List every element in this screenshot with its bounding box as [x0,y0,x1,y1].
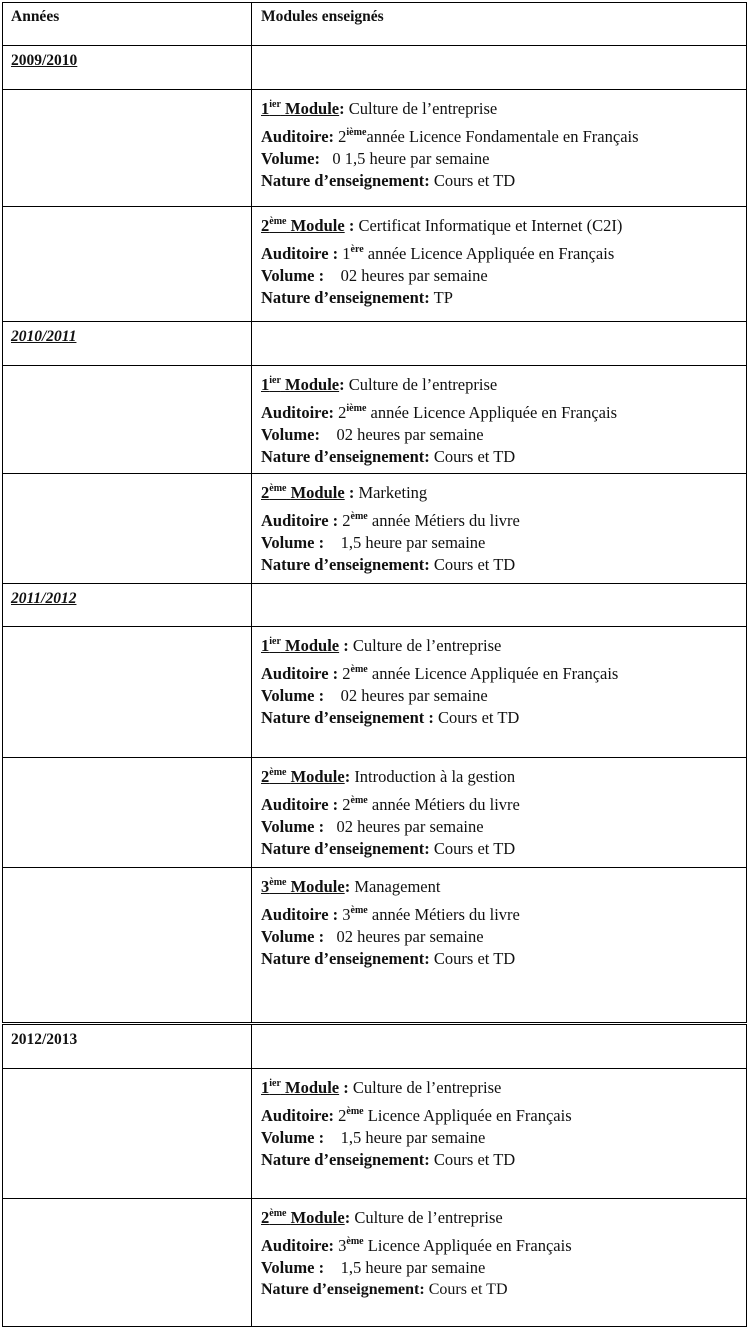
year-label: 2012/2013 [11,1031,78,1048]
module-entry: $1^{ier}$ Module : Culture de l’entreprise Auditoire : 2ème année Licence Appliquée en Français Volume : 02 heures par semaine Nature d’enseignement : Cours et TD [261,636,619,727]
module-row [2,89,747,207]
header-years: Années [11,8,60,25]
module-row [2,626,747,758]
module-row [2,365,747,474]
year-row [2,321,747,366]
module-entry: $1^{ier}$ Module: Culture de l’entreprise Auditoire: 2ième année Licence Appliquée en Français Volume: 02 heures par semaine Nature d’enseignement: Cours et TD [261,375,617,466]
year-label: 2010/2011 [11,328,77,345]
year-row [2,45,747,90]
header-modules: Modules enseignés [261,8,384,25]
module-entry: 2ème Module : Certificat Informatique et Internet (C2I) Auditoire : 1ère année Licence Appliquée en Français Volume : 02 heures par semaine Nature d’enseignement: TP [261,216,623,307]
module-row [2,1198,747,1327]
module-entry: $1^{ier}$ Module : Culture de l’entreprise Auditoire: 2ème Licence Appliquée en Français Volume : 1,5 heure par semaine Nature d’enseignement: Cours et TD [261,1078,572,1169]
module-entry: 2ème Module: Introduction à la gestion Auditoire : 2ème année Métiers du livre Volume : 02 heures par semaine Nature d’enseignement: Cours et TD [261,767,520,858]
year-row [2,1024,747,1069]
module-entry: $1^{ier}$ Module: Culture de l’entreprise Auditoire: 2ièmeannée Licence Fondamentale en Français Volume: 0 1,5 heure par semaine Nature d’enseignement: Cours et TD [261,99,639,190]
module-row [2,206,747,322]
module-row [2,1068,747,1199]
module-entry: 2ème Module : Marketing Auditoire : 2ème année Métiers du livre Volume : 1,5 heure par semaine Nature d’enseignement: Cours et TD [261,483,520,574]
module-entry: 3ème Module: Management Auditoire : 3ème année Métiers du livre Volume : 02 heures par semaine Nature d’enseignement: Cours et TD [261,877,520,968]
year-label: 2011/2012 [11,590,77,607]
year-row [2,583,747,627]
module-row [2,473,747,584]
table-header-row [2,2,747,46]
year-label: 2009/2010 [11,52,78,69]
module-row [2,757,747,868]
module-entry: 2ème Module: Culture de l’entreprise Auditoire: 3ème Licence Appliquée en Français Volume : 1,5 heure par semaine Nature d’enseignement: Cours et TD [261,1208,572,1298]
module-row [2,867,747,1023]
